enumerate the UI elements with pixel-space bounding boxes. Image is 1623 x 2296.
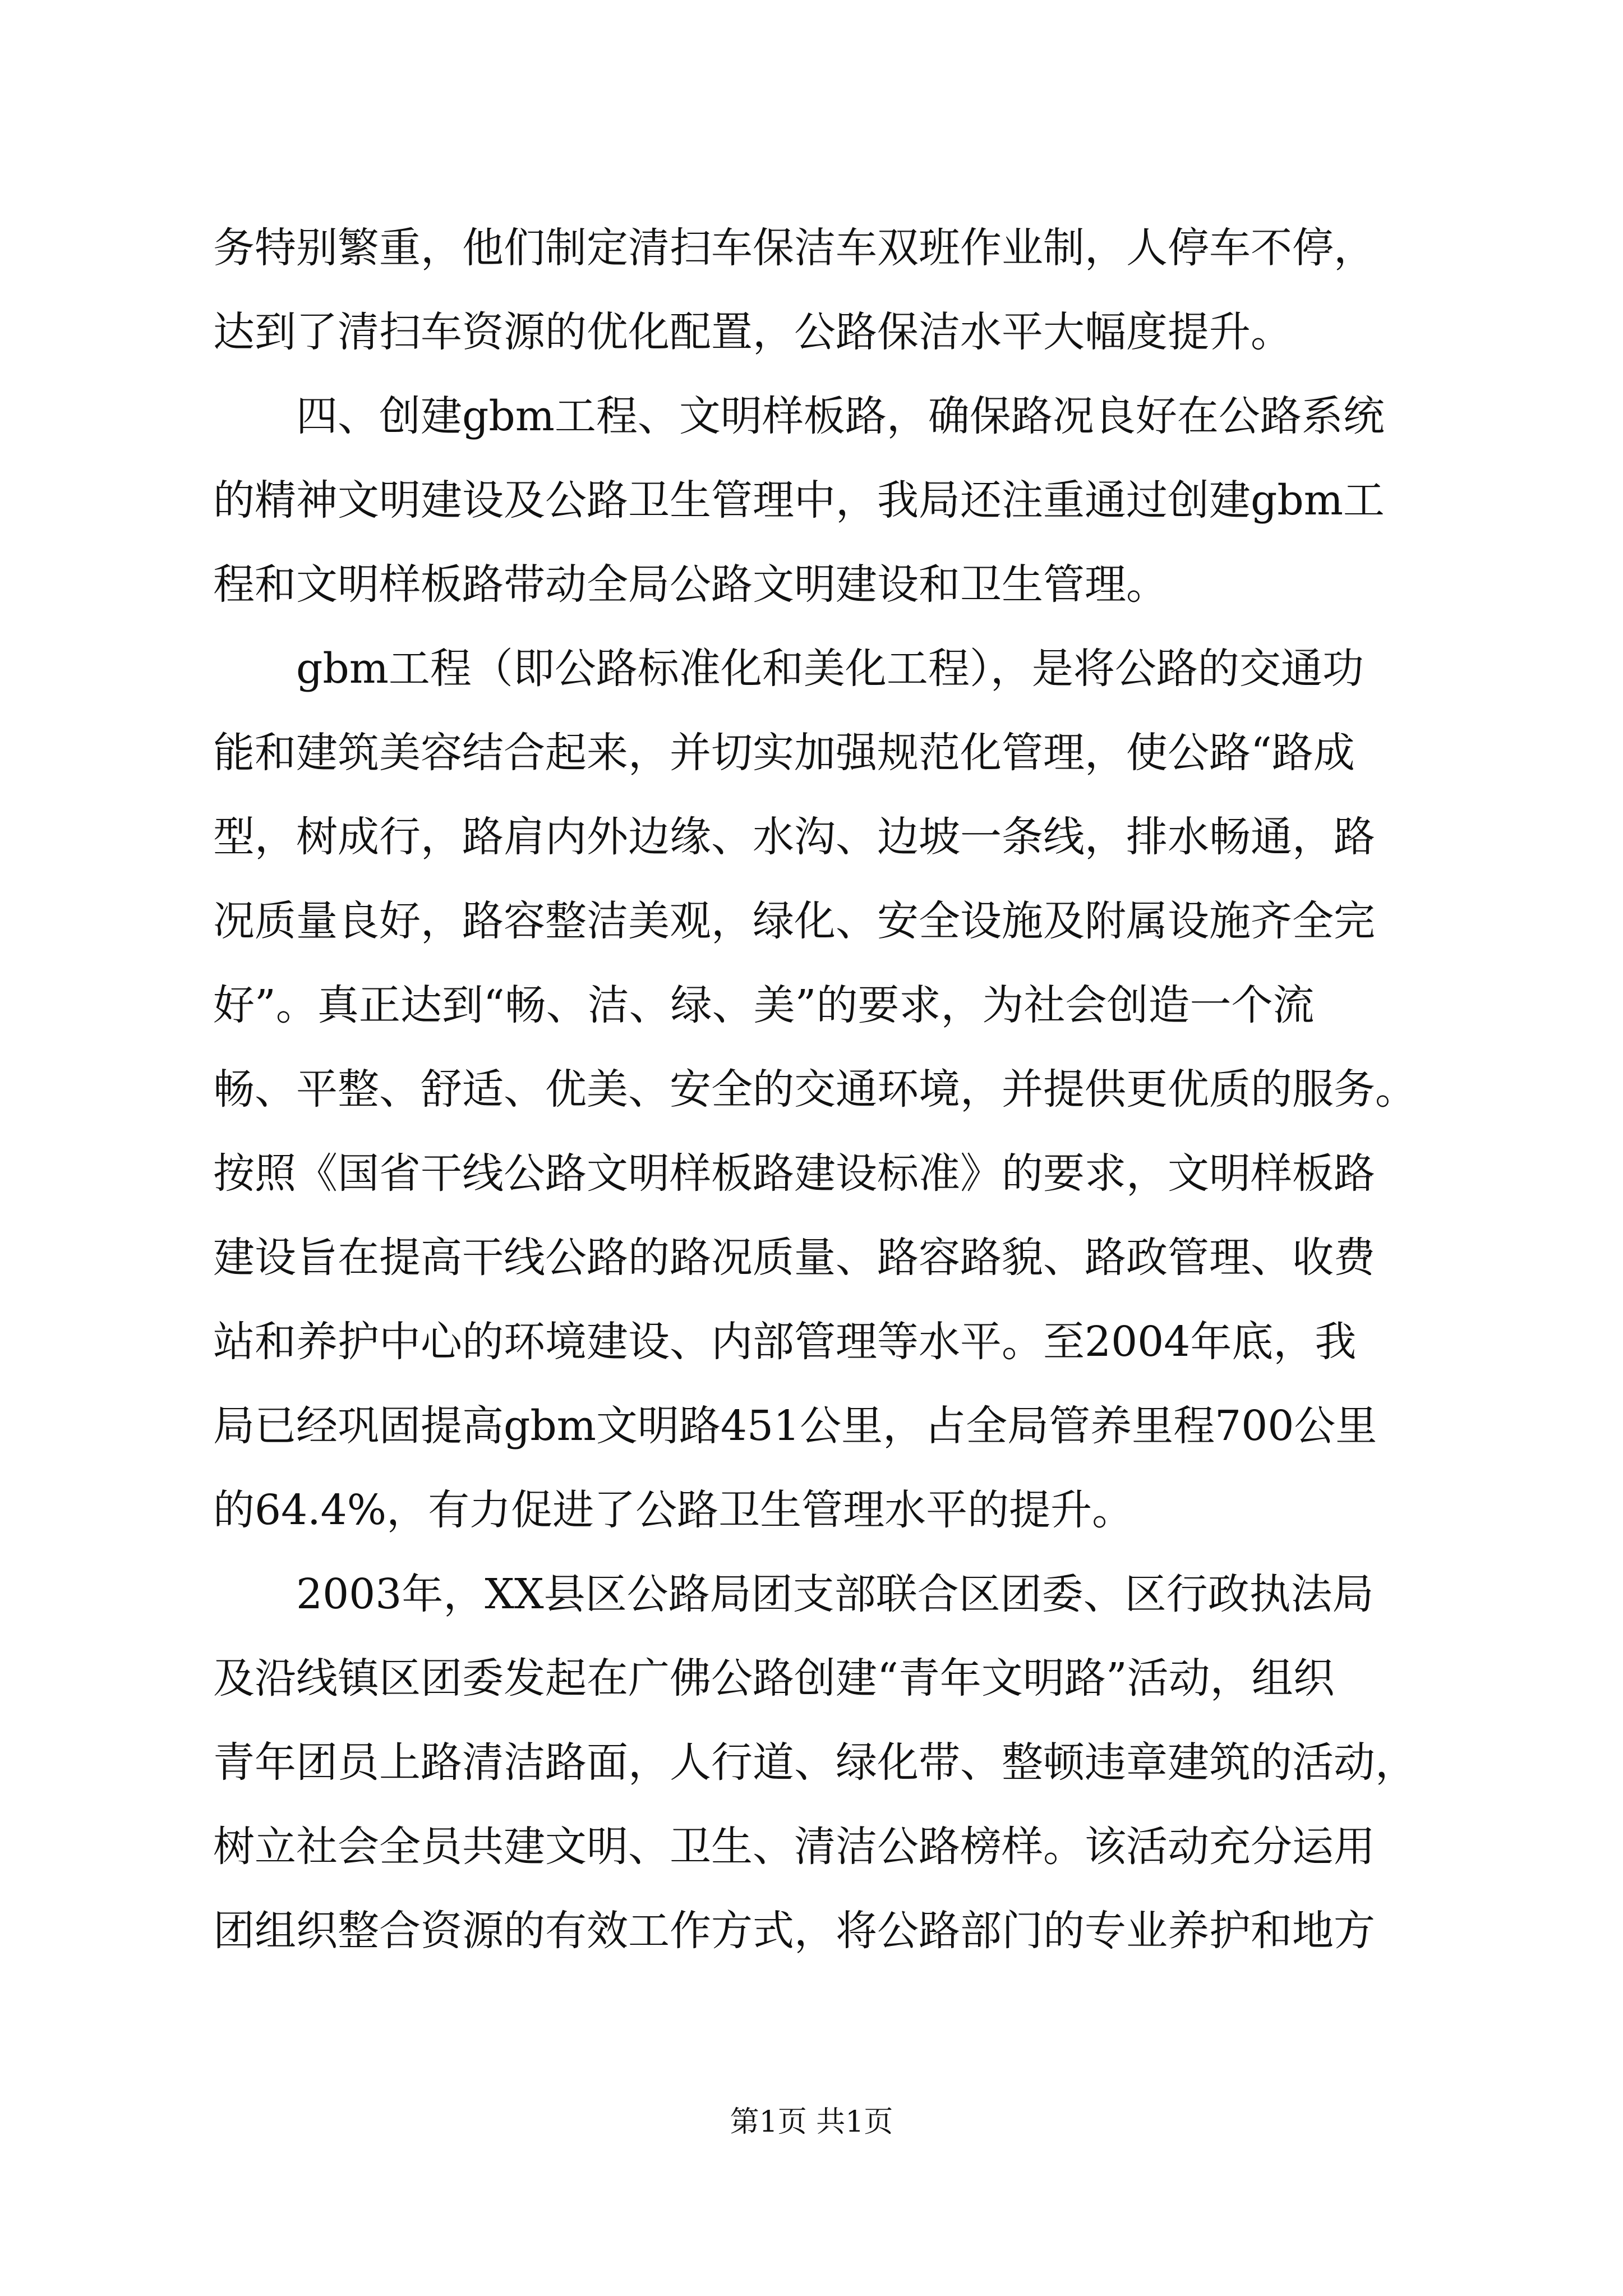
text-line-8: 型，树成行，路肩内外边缘、水沟、边坡一条线，排水畅通，路 bbox=[213, 813, 1375, 861]
text-line-21: 团组织整合资源的有效工作方式，将公路部门的专业养护和地方 bbox=[213, 1907, 1375, 1955]
text-line-17: 2003年，XX县区公路局团支部联合区团委、区行政执法局 bbox=[213, 1570, 1374, 1618]
text-line-3: 四、创建gbm工程、文明样板路，确保路况良好在公路系统 bbox=[213, 392, 1385, 440]
text-line-16: 的64.4%，有力促进了公路卫生管理水平的提升。 bbox=[213, 1486, 1134, 1534]
text-line-12: 按照《国省干线公路文明样板路建设标准》的要求，文明样板路 bbox=[213, 1149, 1375, 1198]
text-line-5: 程和文明样板路带动全局公路文明建设和卫生管理。 bbox=[213, 560, 1168, 609]
text-line-15: 局已经巩固提高gbm文明路451公里，占全局管养里程700公里 bbox=[213, 1402, 1377, 1450]
text-line-11: 畅、平整、舒适、优美、安全的交通环境，并提供更优质的服务。 bbox=[213, 1065, 1417, 1114]
text-line-4: 的精神文明建设及公路卫生管理中，我局还注重通过创建gbm工 bbox=[213, 476, 1385, 524]
text-line-14: 站和养护中心的环境建设、内部管理等水平。至2004年底，我 bbox=[213, 1318, 1357, 1366]
text-line-18: 及沿线镇区团委发起在广佛公路创建“青年文明路”活动，组织 bbox=[213, 1654, 1335, 1703]
text-line-2: 达到了清扫车资源的优化配置，公路保洁水平大幅度提升。 bbox=[213, 308, 1292, 356]
text-line-9: 况质量良好，路容整洁美观，绿化、安全设施及附属设施齐全完 bbox=[213, 897, 1375, 945]
text-line-10: 好”。真正达到“畅、洁、绿、美”的要求，为社会创造一个流 bbox=[213, 981, 1315, 1029]
text-line-6: gbm工程（即公路标准化和美化工程），是将公路的交通功 bbox=[213, 645, 1364, 693]
text-line-19: 青年团员上路清洁路面，人行道、绿化带、整顿违章建筑的活动， bbox=[213, 1738, 1417, 1787]
text-line-1: 务特别繁重，他们制定清扫车保洁车双班作业制，人停车不停， bbox=[213, 224, 1375, 272]
page-footer: 第1页 共1页 bbox=[730, 2105, 893, 2139]
text-line-20: 树立社会全员共建文明、卫生、清洁公路榜样。该活动充分运用 bbox=[213, 1823, 1375, 1871]
text-line-13: 建设旨在提高干线公路的路况质量、路容路貌、路政管理、收费 bbox=[213, 1234, 1375, 1282]
text-line-7: 能和建筑美容结合起来，并切实加强规范化管理，使公路“路成 bbox=[213, 729, 1355, 777]
